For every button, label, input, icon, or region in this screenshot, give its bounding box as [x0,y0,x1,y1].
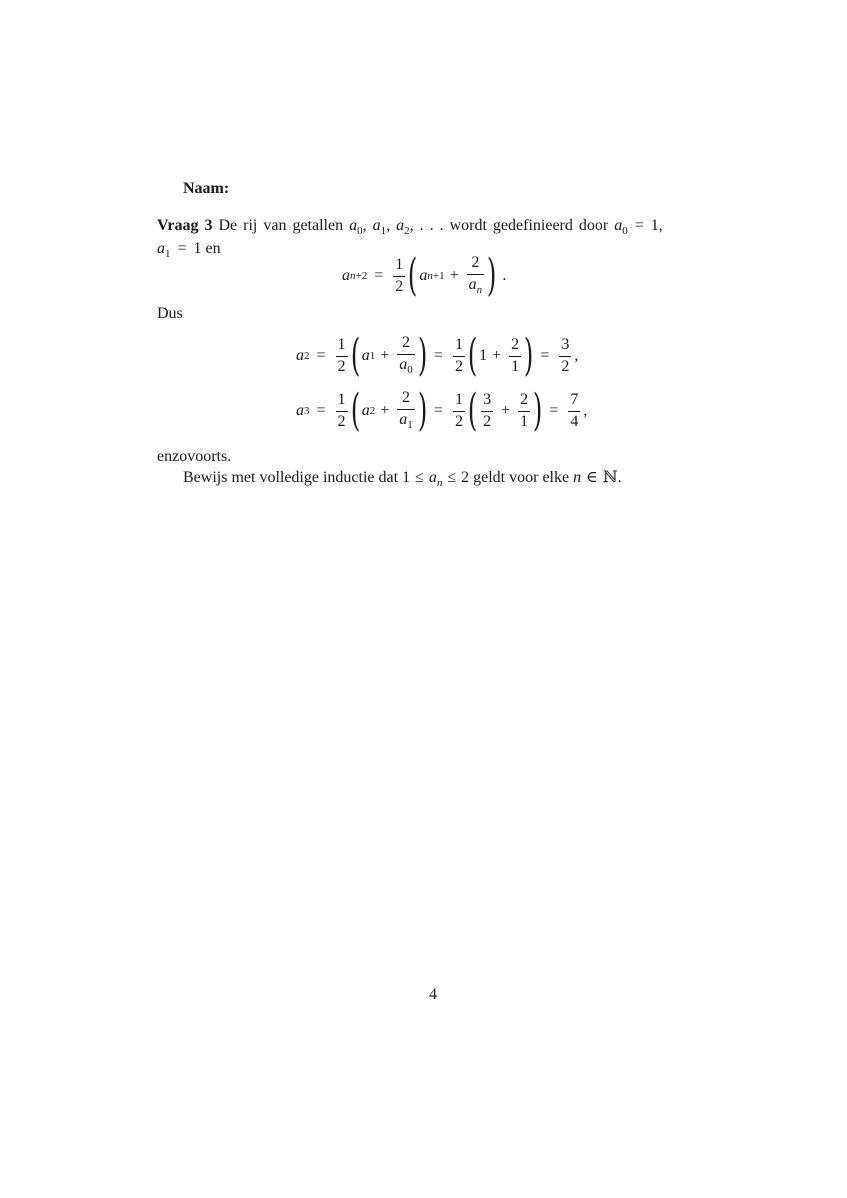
task-statement [183,470,622,489]
question-line-2 [157,241,221,260]
enzovoorts-text: enzovoorts. [157,448,232,465]
question-line-1 [157,218,663,237]
task-prefix: Bewijs met volledige inductie dat [183,469,399,486]
task-middle: geldt voor elke [473,469,570,486]
domain-expression: n ∈ ℕ. [573,469,622,486]
a3-formula: a 3 = $\frac{1}{2}$ ( a 2 + $\frac{2}{a_1}$ ) = $\frac{1}{2}$ ( $\frac{3}{2}$ + $\frac{2}{1}$ ) = $\frac{7}{4}$ , [296,385,588,436]
page-number: 4 [429,986,437,1003]
name-label: Naam: [183,180,230,197]
question-intro-text: De rij van getallen [218,217,344,234]
question-en-text: en [205,240,221,257]
recurrence-formula: a n +2 = $\frac{1}{2}$ ( a n +1 + $\frac{2}{a_n}$ ) . [342,250,507,301]
initial-condition-a1: $a_1 = 1$ [157,240,202,260]
a2-formula: a 2 = $\frac{1}{2}$ ( a 1 + $\frac{2}{a_0}$ ) = $\frac{1}{2}$ ( 1 + $\frac{2}{1}$ ) = $\frac{3}{2}$ , [296,330,579,381]
sequence-expression: $a_0$, $a_1$, $a_2$, . . . [349,217,444,237]
initial-condition-a0: $a_0 = 1$, [614,217,663,237]
claim-inequality: $1 \le a_n \le 2$ [402,469,470,489]
question-defined-text: wordt gedefinieerd door [449,217,609,234]
question-label: Vraag 3 [157,217,213,234]
dus-text: Dus [157,305,183,322]
